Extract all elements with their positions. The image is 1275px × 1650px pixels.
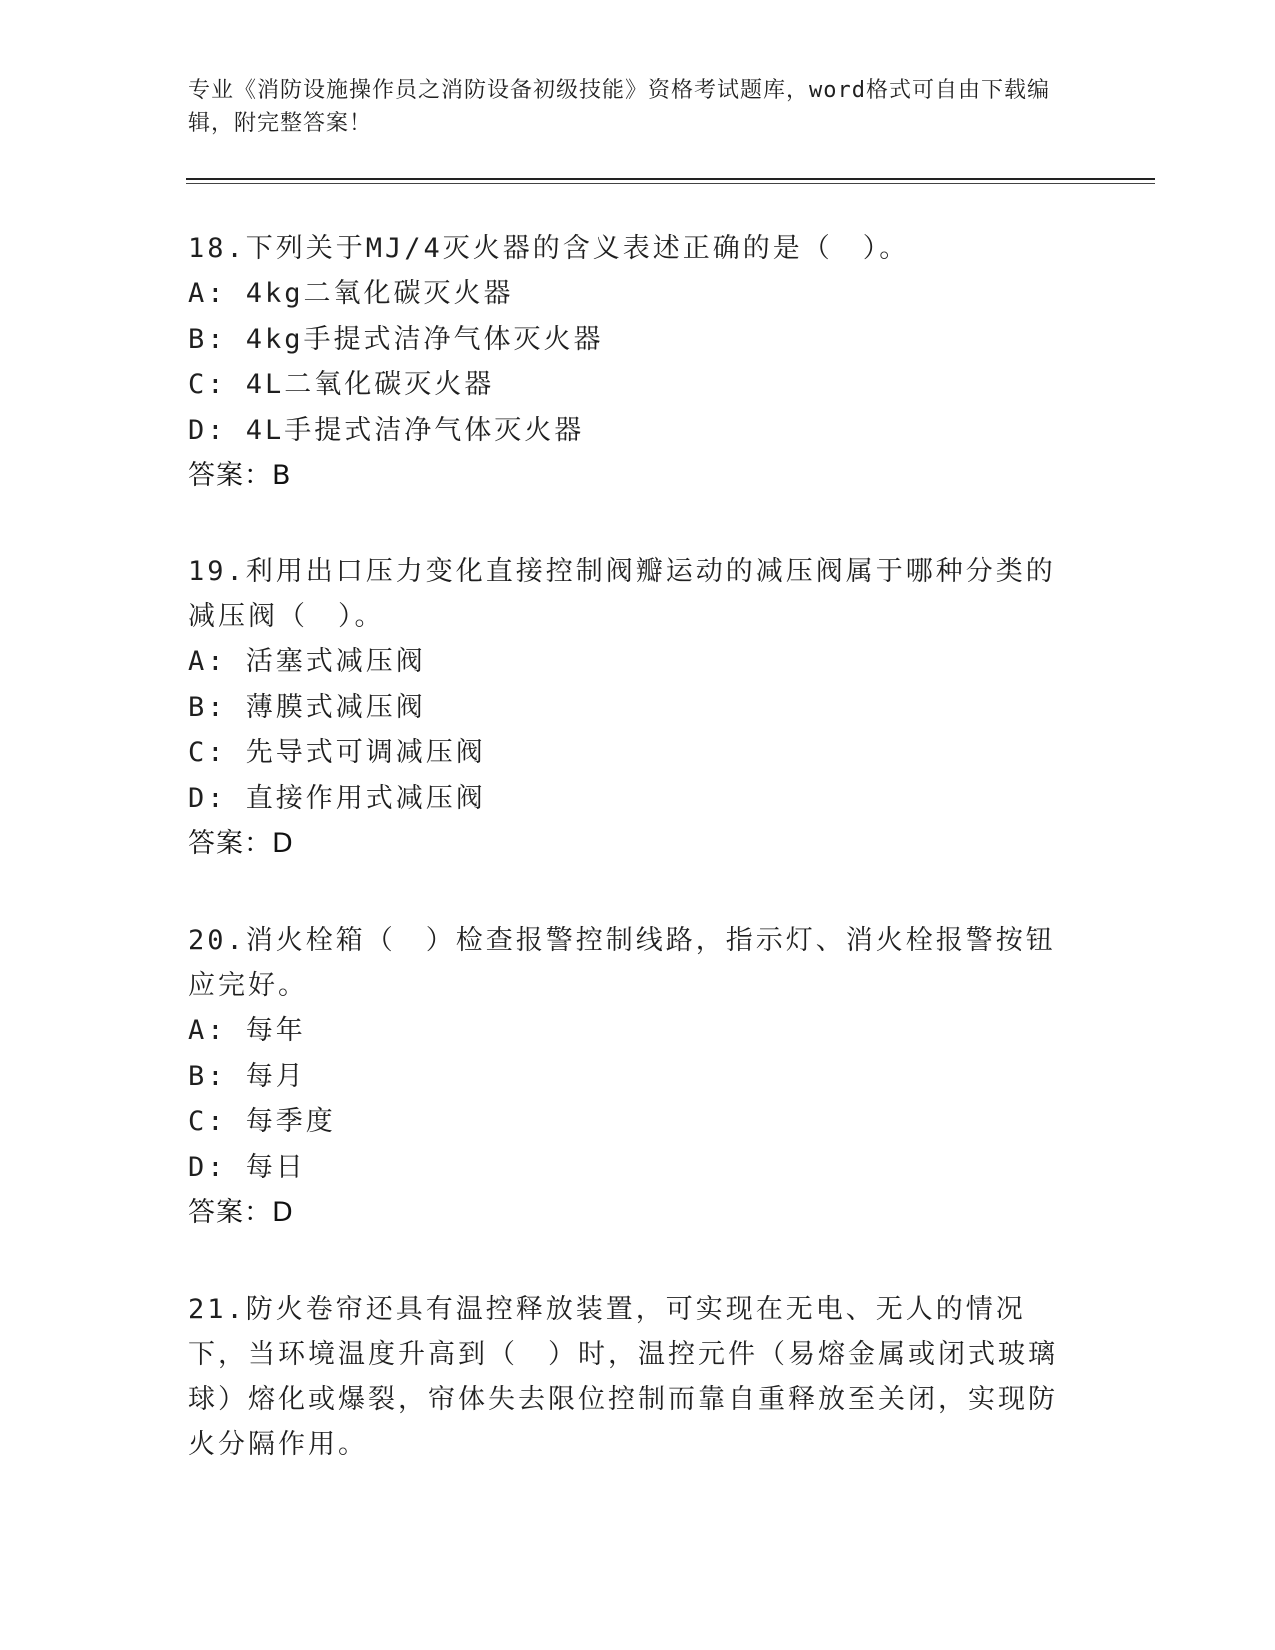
option-d: D: 每日: [188, 1151, 306, 1183]
option-b: B: 4kg手提式洁净气体灭火器: [188, 323, 604, 355]
option-a: A: 活塞式减压阀: [188, 646, 426, 677]
option-d: D: 直接作用式减压阀: [188, 782, 486, 814]
question-18: [188, 226, 1068, 498]
answer-label: 答案：D: [188, 828, 294, 859]
option-c: C: 每季度: [188, 1106, 336, 1137]
option-d: D: 4L手提式洁净气体灭火器: [188, 414, 585, 446]
option-c: C: 4L二氧化碳灭火器: [188, 369, 495, 400]
question-text: 20.消火栓箱（ ）检查报警控制线路，指示灯、消火栓报警按钮应完好。: [188, 925, 1056, 1001]
option-a: A: 每年: [188, 1015, 306, 1046]
header-divider-thick: [186, 178, 1155, 180]
question-19: [188, 549, 1068, 866]
header-divider-thin: [186, 183, 1155, 184]
question-text: 21.防火卷帘还具有温控释放装置，可实现在无电、无人的情况下，当环境温度升高到（ ）时，温控元件（易熔金属或闭式玻璃球）熔化或爆裂，帘体失去限位控制而靠自重释放至关闭，实现防火分隔作用。: [188, 1294, 1058, 1460]
option-c: C: 先导式可调减压阀: [188, 737, 486, 768]
question-text: 19.利用出口压力变化直接控制阀瓣运动的减压阀属于哪种分类的减压阀（ ）。: [188, 556, 1056, 632]
question-21: [188, 1287, 1068, 1467]
question-20: [188, 918, 1068, 1235]
option-b: B: 薄膜式减压阀: [188, 691, 426, 723]
option-b: B: 每月: [188, 1060, 306, 1092]
answer-label: 答案：B: [188, 460, 292, 491]
answer-label: 答案：D: [188, 1197, 294, 1228]
option-a: A: 4kg二氧化碳灭火器: [188, 278, 514, 309]
question-text: 18.下列关于MJ/4灭火器的含义表述正确的是（ ）。: [188, 233, 910, 264]
document-intro: 专业《消防设施操作员之消防设备初级技能》资格考试题库，word格式可自由下载编辑，附完整答案！: [188, 78, 1050, 136]
